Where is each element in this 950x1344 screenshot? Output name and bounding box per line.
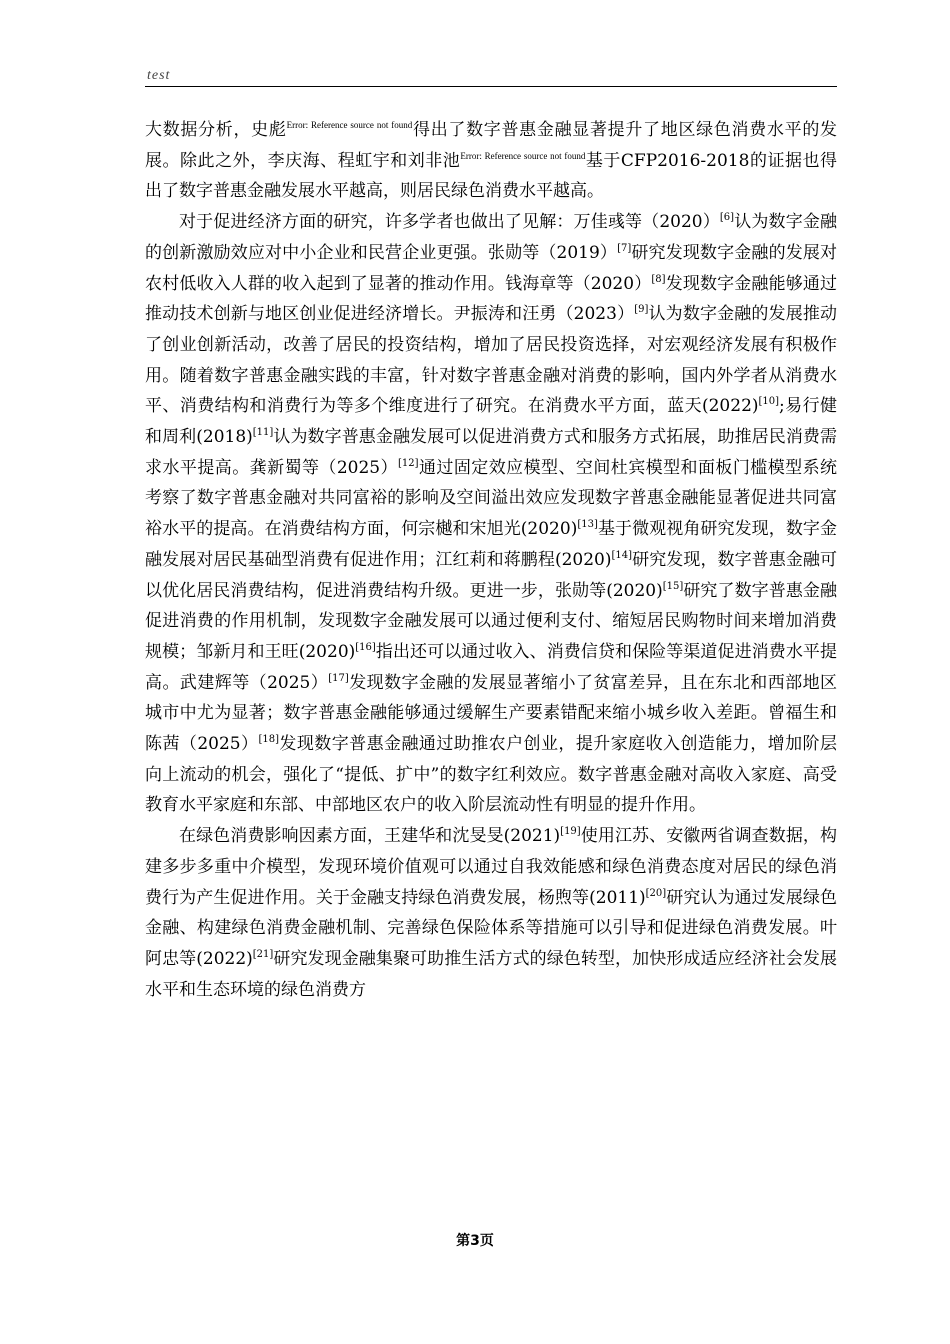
text-run: 得出了数字普惠金融显著提升了地区绿色消费水平的发展。除此之外，李庆海、程虹宇和刘非池 — [145, 120, 838, 171]
text-run: 研究发现数字金融的发展对农村低收入人群的收入起到了显著的推动作用。钱海章等（2020） — [145, 242, 838, 294]
body-text — [145, 115, 837, 1005]
text-run: 在绿色消费影响因素方面，王建华和沈旻旻(2021) — [179, 826, 561, 847]
text-run: 发现数字金融的发展显著缩小了贫富差异，且在东北和西部地区城市中尤为显著；数字普惠金融能够通过缓解生产要素错配来缩小城乡收入差距。曾福生和陈茜（2025） — [145, 672, 838, 755]
text-run: 认为数字金融的发展推动了创业创新活动，改善了居民的投资结构，增加了居民投资选择，对宏观经济发展有积极作用。随着数字普惠金融实践的丰富，针对数字普惠金融对消费的影响，国内外学者从消费水平、消费结构和消费行为等多个维度进行了研究。在消费水平方面，蓝天(2022) — [145, 304, 838, 417]
paragraph — [145, 821, 837, 1005]
citation-ref: [16] — [355, 641, 376, 653]
paragraph — [145, 207, 837, 821]
text-run: 基于CFP2016-2018的证据也得出了数字普惠金融发展水平越高，则居民绿色消费水平越高。 — [145, 150, 838, 202]
citation-ref: [6] — [719, 212, 735, 224]
citation-ref: [13] — [577, 519, 598, 531]
citation-ref: [10] — [758, 396, 780, 408]
header-text: test — [147, 68, 171, 83]
text-run: 使用江苏、安徽两省调查数据，构建多步多重中介模型，发现环境价值观可以通过自我效能感和绿色消费态度对居民的绿色消费行为产生促进作用。关于金融支持绿色消费发展，杨煦等(2011) — [145, 826, 837, 908]
citation-ref: [14] — [611, 549, 633, 561]
citation-ref: [12] — [397, 457, 419, 469]
text-run: 基于微观视角研究发现，数字金融发展对居民基础型消费有促进作用；江红莉和蒋鹏程(2020) — [145, 519, 838, 570]
text-run: 研究发现，数字普惠金融可以优化居民消费结构，促进消费结构升级。更进一步，张勋等(2020) — [145, 549, 838, 601]
text-run: 认为数字金融的创新激励效应对中小企业和民营企业更强。张勋等（2019） — [145, 212, 838, 263]
citation-ref: [17] — [328, 672, 349, 684]
citation-ref: [9] — [634, 304, 649, 316]
text-run: 研究发现金融集聚可助推生活方式的绿色转型，加快形成适应经济社会发展水平和生态环境的绿色消费方 — [145, 948, 838, 1000]
paragraph — [145, 115, 837, 207]
citation-ref: [19] — [560, 826, 581, 838]
citation-ref: [7] — [617, 242, 632, 254]
text-run: 大数据分析，史彪 — [145, 120, 287, 140]
text-run: 研究了数字普惠金融促进消费的作用机制，发现数字金融发展可以通过便利支付、缩短居民购物时间来增加消费规模；邹新月和王旺(2020) — [145, 580, 837, 662]
text-run: ;易行健和周利(2018) — [145, 396, 837, 448]
reference-error: Error: Reference source not found — [286, 120, 413, 130]
text-run: 研究认为通过发展绿色金融、构建绿色消费金融机制、完善绿色保险体系等措施可以引导和促进绿色消费发展。叶阿忠等(2022) — [145, 887, 838, 969]
text-run: 指出还可以通过收入、消费信贷和保险等渠道促进消费水平提高。武建辉等（2025） — [145, 641, 837, 693]
citation-ref: [21] — [252, 948, 274, 960]
citation-ref: [18] — [258, 734, 279, 746]
text-run: 通过固定效应模型、空间杜宾模型和面板门槛模型系统考察了数字普惠金融对共同富裕的影响及空间溢出效应发现数字普惠金融能显著促进共同富裕水平的提高。在消费结构方面，何宗樾和宋旭光(2020) — [145, 457, 838, 540]
text-run: 发现数字金融能够通过推动技术创新与地区创业促进经济增长。尹振涛和汪勇（2023） — [145, 273, 838, 325]
citation-ref: [20] — [645, 887, 667, 899]
reference-error: Error: Reference source not found — [460, 150, 586, 161]
citation-ref: [8] — [651, 273, 666, 285]
text-run: 对于促进经济方面的研究，许多学者也做出了见解：万佳彧等（2020） — [179, 212, 720, 233]
citation-ref: [11] — [252, 427, 274, 439]
text-run: 认为数字普惠金融发展可以促进消费方式和服务方式拓展，助推居民消费需求水平提高。龚新蜀等（2025） — [145, 427, 838, 478]
page-header — [145, 66, 837, 87]
text-run: 发现数字普惠金融通过助推农户创业，提升家庭收入创造能力，增加阶层向上流动的机会，强化了“提低、扩中”的数字红利效应。数字普惠金融对高收入家庭、高受教育水平家庭和东部、中部地区农户的收入阶层流动性有明显的提升作用。 — [145, 734, 837, 816]
page-number: 第3页 — [456, 1233, 494, 1249]
citation-ref: [15] — [662, 580, 684, 592]
